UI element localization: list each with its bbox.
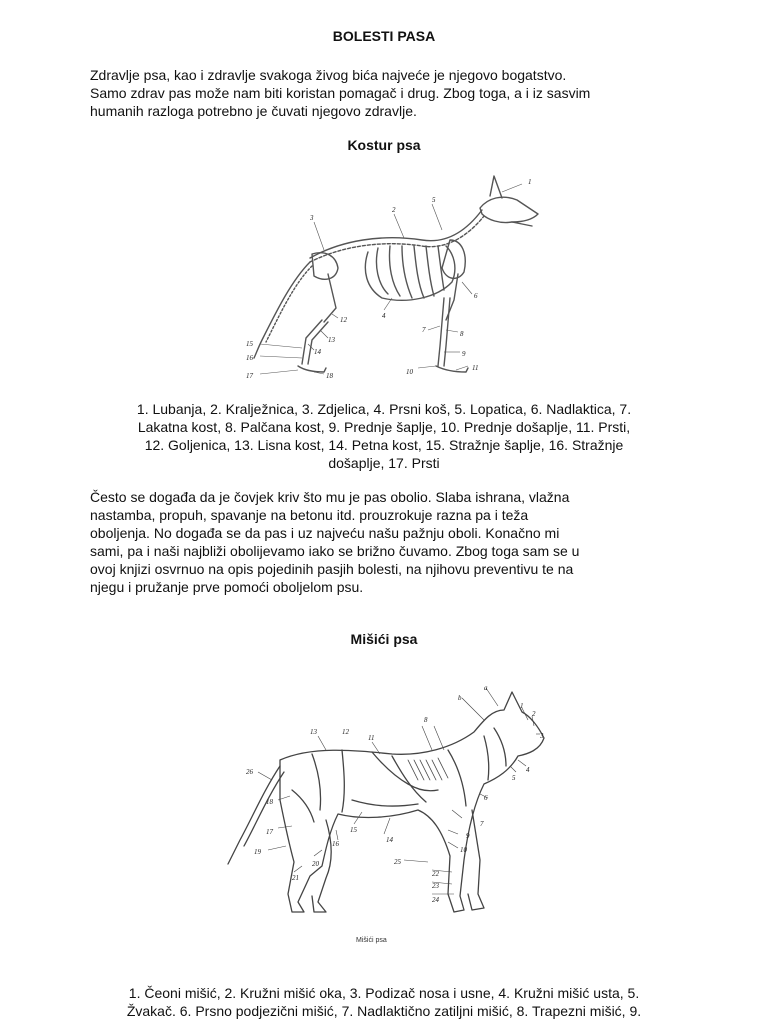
muscle-number-labels (246, 702, 544, 904)
label-11: 11 (368, 734, 375, 742)
muscles-caption (80, 984, 688, 1020)
document-title: BOLESTI PASA (332, 28, 436, 44)
label-b: b (458, 694, 462, 702)
label-13: 13 (328, 336, 335, 344)
intro-line: Samo zdrav pas može nam biti koristan pomagač i drug. Zbog toga, a i iz sasvim (90, 85, 591, 101)
label-7: 7 (480, 820, 484, 828)
muscles-figure (222, 680, 550, 952)
label-12: 12 (340, 316, 347, 324)
label-2: 2 (532, 710, 536, 718)
section-title-muscles: Mišići psa (350, 631, 418, 647)
body-line: nastamba, propuh, spavanje na betonu itd. prouzrokuje razna pa i teža (90, 507, 529, 523)
label-3: 3 (310, 214, 314, 222)
label-14: 14 (314, 348, 321, 356)
label-12: 12 (342, 728, 349, 736)
label-18: 18 (266, 798, 273, 806)
label-2: 2 (392, 206, 396, 214)
body-paragraph (90, 488, 690, 596)
skeleton-caption (80, 400, 688, 472)
label-10: 10 (406, 368, 413, 376)
label-10: 10 (460, 846, 467, 854)
label-a: a (484, 684, 488, 692)
label-8: 8 (424, 716, 428, 724)
label-9: 9 (462, 350, 466, 358)
label-24: 24 (432, 896, 439, 904)
label-26: 26 (246, 768, 253, 776)
body-line: Često se događa da je čovjek kriv što mu je pas obolio. Slaba ishrana, vlažna (90, 489, 570, 505)
label-23: 23 (432, 882, 439, 890)
body-line: oboljenja. No događa se da pas i uz najveću našu pažnju oboli. Konačno mi (90, 525, 560, 541)
label-16: 16 (332, 840, 339, 848)
label-7: 7 (422, 326, 426, 334)
label-11: 11 (472, 364, 479, 372)
label-17: 17 (246, 372, 253, 380)
label-21: 21 (292, 874, 299, 882)
label-16: 16 (246, 354, 253, 362)
body-line: njegu i pružanje prve pomoći oboljelom psu. (90, 579, 364, 595)
label-13: 13 (310, 728, 317, 736)
label-4: 4 (382, 312, 386, 320)
caption-line: Lakatna kost, 8. Palčana kost, 9. Prednje šaplje, 10. Prednje došaplje, 11. Prsti, (137, 419, 631, 435)
label-22: 22 (432, 870, 439, 878)
muscle-letter-labels (458, 684, 488, 702)
label-18: 18 (326, 372, 333, 380)
caption-line: 1. Lubanja, 2. Kralježnica, 3. Zdjelica, 4. Prsni koš, 5. Lopatica, 6. Nadlaktica, 7. (136, 401, 632, 417)
label-17: 17 (266, 828, 273, 836)
muscles-figure-caption: Mišići psa (356, 937, 387, 944)
label-15: 15 (246, 340, 253, 348)
label-14: 14 (386, 836, 393, 844)
label-19: 19 (254, 848, 261, 856)
caption-line: došaplje, 17. Prsti (328, 455, 440, 471)
intro-line: humanih razloga potrebno je čuvati njegovo zdravlje. (90, 103, 417, 119)
intro-paragraph (90, 66, 690, 120)
label-1: 1 (520, 702, 524, 710)
label-8: 8 (460, 330, 464, 338)
skeleton-number-labels (246, 178, 532, 380)
label-1: 1 (528, 178, 532, 186)
body-line: sami, pa i naši najbliži obolijevamo iako se brižno čuvamo. Zbog toga sam se u (90, 543, 580, 559)
label-5: 5 (432, 196, 436, 204)
label-9: 9 (466, 832, 470, 840)
label-5: 5 (512, 774, 516, 782)
label-25: 25 (394, 858, 401, 866)
caption-line: Žvakač. 6. Prsno podjezični mišić, 7. Nadlaktično zatiljni mišić, 8. Trapezni mišić, 9. (126, 1003, 642, 1019)
label-6: 6 (484, 794, 488, 802)
muscles-illustration (222, 680, 550, 952)
label-3: 3 (540, 732, 544, 740)
skeleton-illustration (232, 170, 548, 392)
label-20: 20 (312, 860, 319, 868)
body-line: ovoj knjizi osvrnuo na opis pojedinih pasjih bolesti, na njihovu preventivu te na (90, 561, 574, 577)
section-title-skeleton: Kostur psa (347, 137, 421, 153)
label-6: 6 (474, 292, 478, 300)
intro-line: Zdravlje psa, kao i zdravlje svakoga živog bića najveće je njegovo bogatstvo. (90, 67, 567, 83)
caption-line: 1. Čeoni mišić, 2. Kružni mišić oka, 3. Podizač nosa i usne, 4. Kružni mišić usta, 5. (128, 985, 640, 1001)
caption-line: 12. Goljenica, 13. Lisna kost, 14. Petna kost, 15. Stražnje šaplje, 16. Stražnje (144, 437, 624, 453)
label-4: 4 (526, 766, 530, 774)
skeleton-figure (232, 170, 548, 392)
label-15: 15 (350, 826, 357, 834)
